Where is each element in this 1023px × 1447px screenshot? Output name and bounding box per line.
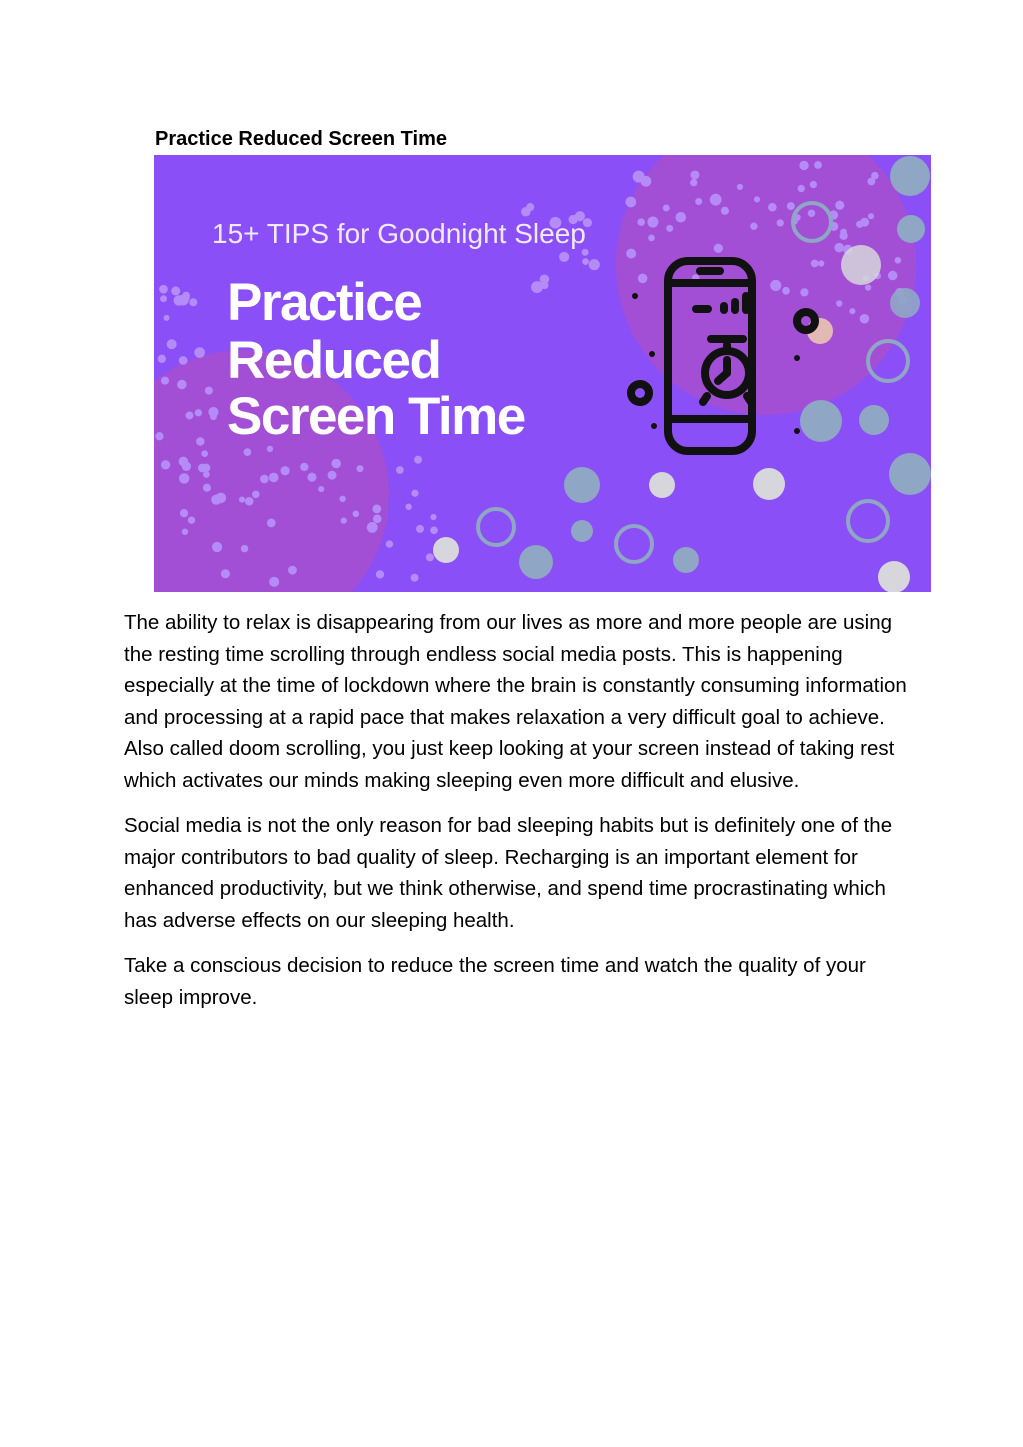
decorative-dot <box>888 271 897 280</box>
decorative-dot <box>241 545 249 553</box>
decorative-dot <box>411 490 418 497</box>
decorative-dot <box>814 161 822 169</box>
decorative-dot <box>625 197 636 208</box>
decorative-dot <box>690 179 697 186</box>
decorative-dot <box>675 212 686 223</box>
decorative-dot <box>245 497 254 506</box>
decorative-dot <box>328 471 337 480</box>
decorative-dot <box>158 355 166 363</box>
decorative-dot <box>221 569 230 578</box>
decorative-dot <box>835 201 844 210</box>
decorative-dot <box>161 460 170 469</box>
decorative-dot <box>159 285 168 294</box>
decorative-dot <box>750 222 757 229</box>
decorative-dot <box>167 339 177 349</box>
decorative-dot <box>252 491 260 499</box>
decorative-dot <box>239 497 245 503</box>
decorative-dot <box>373 515 382 524</box>
decorative-dot <box>808 209 816 217</box>
decorative-dot <box>770 280 781 291</box>
decorative-dot <box>215 493 226 504</box>
decorative-dot <box>267 446 273 452</box>
decorative-dot <box>737 184 743 190</box>
decorative-dot <box>559 252 569 262</box>
decorative-dot <box>160 295 167 302</box>
paragraph: Take a conscious decision to reduce the screen time and watch the quality of your sleep improve. <box>124 954 866 1009</box>
decorative-dot <box>210 413 217 420</box>
decorative-dot <box>212 542 222 552</box>
decorative-dot <box>280 466 289 475</box>
decorative-dot <box>768 203 777 212</box>
decorative-dot <box>414 456 422 464</box>
decorative-dot <box>811 260 819 268</box>
decorative-dot <box>871 172 879 180</box>
decorative-dot <box>787 202 795 210</box>
decorative-dot <box>416 525 424 533</box>
decorative-dot <box>260 475 269 484</box>
decorative-dot <box>714 244 723 253</box>
decorative-dot <box>663 204 670 211</box>
decorative-dot <box>818 260 824 266</box>
decorative-dot <box>341 518 347 524</box>
article-body <box>124 607 914 1027</box>
decorative-dot <box>782 287 790 295</box>
banner-title-line: Screen Time <box>227 387 525 446</box>
banner-image <box>154 155 931 592</box>
decorative-dot <box>800 288 808 296</box>
decorative-dot <box>194 347 205 358</box>
decorative-dot <box>895 257 902 264</box>
decorative-dot <box>799 161 808 170</box>
decorative-dot <box>836 300 842 306</box>
decorative-dot <box>188 516 195 523</box>
decorative-dot <box>164 315 170 321</box>
decorative-dot <box>582 258 589 265</box>
decorative-dot <box>386 540 393 547</box>
decorative-dot <box>721 207 729 215</box>
paragraph: Social media is not the only reason for bad sleeping habits but is definitely one of the major contributors to bad quality of sleep. Recharging is an important element for enhanced productivity, but we think otherwise, and spend time procrastinating which has adverse effects on our sleeping health. <box>124 814 893 932</box>
decorative-dot <box>647 217 658 228</box>
decorative-dot <box>411 574 419 582</box>
decorative-dot <box>178 295 189 306</box>
decorative-dot <box>331 459 341 469</box>
decorative-dot <box>541 282 548 289</box>
decorative-dot <box>626 249 636 259</box>
banner-tagline: 15+ TIPS for Goodnight Sleep <box>212 218 586 249</box>
decorative-dot <box>865 284 871 290</box>
decorative-dot <box>666 225 673 232</box>
decorative-dot <box>171 286 180 295</box>
decorative-dot <box>177 380 187 390</box>
decorative-dot <box>269 473 279 483</box>
decorative-dot <box>638 274 648 284</box>
banner-title-line: Reduced <box>227 331 441 390</box>
decorative-dot <box>179 473 189 483</box>
decorative-dot <box>339 496 345 502</box>
decorative-dot <box>356 465 363 472</box>
decorative-dot <box>243 448 251 456</box>
decorative-dot <box>641 176 652 187</box>
decorative-dot <box>195 409 202 416</box>
decorative-dot <box>531 281 543 293</box>
decorative-dot <box>860 218 869 227</box>
decorative-dot <box>155 432 163 440</box>
decorative-dot <box>396 466 404 474</box>
decorative-dot <box>695 198 702 205</box>
decorative-dot <box>267 518 276 527</box>
decorative-dot <box>300 463 308 471</box>
page-title: Practice Reduced Screen Time <box>155 128 447 150</box>
decorative-dot <box>203 484 211 492</box>
decorative-dot <box>307 473 316 482</box>
decorative-dot <box>189 298 197 306</box>
decorative-dot <box>179 457 189 467</box>
decorative-dot <box>405 504 411 510</box>
decorative-dot <box>690 170 699 179</box>
decorative-dot <box>648 235 655 242</box>
decorative-dot <box>834 243 844 253</box>
decorative-dot <box>426 553 434 561</box>
decorative-dot <box>372 504 381 513</box>
decorative-dot <box>353 511 359 517</box>
decorative-dot <box>201 450 208 457</box>
decorative-dot <box>860 314 869 323</box>
decorative-dot <box>288 566 297 575</box>
decorative-dot <box>710 194 722 206</box>
decorative-dot <box>318 486 324 492</box>
decorative-dot <box>430 514 436 520</box>
decorative-dot <box>849 308 855 314</box>
decorative-dot <box>182 528 188 534</box>
decorative-dot <box>798 185 805 192</box>
decorative-dot <box>179 356 188 365</box>
decorative-dot <box>521 207 531 217</box>
decorative-dot <box>868 213 874 219</box>
decorative-dot <box>754 196 760 202</box>
decorative-dot <box>637 218 645 226</box>
decorative-dot <box>430 526 438 534</box>
banner-title-line: Practice <box>227 273 422 332</box>
decorative-dot <box>367 522 378 533</box>
decorative-dot <box>180 509 188 517</box>
decorative-dot <box>777 219 784 226</box>
decorative-dot <box>810 181 817 188</box>
decorative-dot <box>376 570 384 578</box>
decorative-dot <box>582 249 589 256</box>
decorative-dot <box>203 471 210 478</box>
paragraph: The ability to relax is disappearing from our lives as more and more people are using the resting time scrolling through endless social media posts. This is happening especially at the time of lockdown where the brain is constantly consuming information and processing at a rapid pace that makes relaxation a very difficult goal to achieve. Also called doom scrolling, you just keep looking at your screen instead of taking rest which activates our minds making sleeping even more difficult and elusive. <box>124 611 907 792</box>
decorative-dot <box>161 377 169 385</box>
decorative-dot <box>205 387 213 395</box>
decorative-dot <box>589 259 600 270</box>
decorative-dot <box>196 437 205 446</box>
decorative-dot <box>186 411 194 419</box>
decorative-dot <box>269 577 279 587</box>
decorative-dot <box>202 464 210 472</box>
decorative-dot <box>840 232 848 240</box>
